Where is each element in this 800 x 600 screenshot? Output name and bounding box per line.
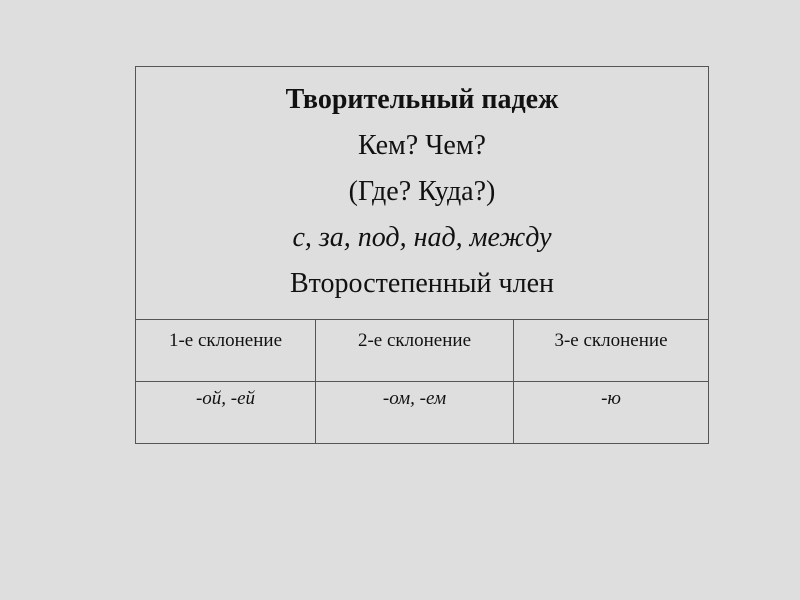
case-table (135, 66, 709, 444)
case-extra-questions: (Где? Куда?) (348, 176, 496, 207)
declension-3-label: 3-е склонение (514, 320, 708, 382)
declension-2-ending: -ом, -ем (316, 382, 514, 443)
case-questions: Кем? Чем? (358, 130, 486, 161)
case-prepositions: с, за, под, над, между (292, 222, 552, 253)
declension-1-label: 1-е склонение (136, 320, 316, 382)
case-header-cell (136, 67, 708, 320)
declension-3-ending: -ю (601, 388, 621, 409)
declension-1-ending: -ой, -ей (136, 382, 316, 443)
case-role: Второстепенный член (290, 268, 554, 299)
case-title: Творительный падеж (285, 84, 559, 115)
declension-2-label: 2-е склонение (316, 320, 514, 382)
